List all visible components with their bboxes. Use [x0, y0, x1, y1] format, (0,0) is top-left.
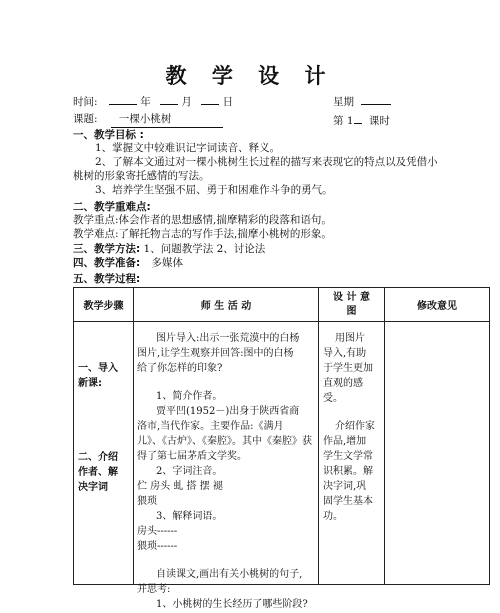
prep-text: 多媒体	[151, 257, 184, 269]
intent-line: 介绍作家	[335, 421, 375, 432]
intent-line: 直观的感	[323, 378, 363, 389]
year-label: 年	[140, 96, 151, 108]
lesson-title: 一棵小桃树	[111, 112, 223, 128]
week-label: 星期	[333, 96, 354, 108]
header-step: 教学步骤	[74, 288, 134, 322]
day-label: 日	[222, 96, 234, 108]
activity-line: 2、字词注音。	[156, 466, 223, 477]
activity-line: 猥琐------	[137, 541, 178, 552]
lesson-line	[73, 112, 223, 128]
process-table	[73, 287, 490, 610]
prep-heading: 四、教学准备:	[73, 257, 141, 269]
time-line	[73, 93, 233, 110]
year-blank	[109, 93, 137, 105]
activity-line: 洛市,当代作家。主要作品:《满月	[137, 421, 284, 432]
activity-line: 3、解释词语。	[156, 511, 223, 522]
process-heading: 五、教学过程:	[73, 273, 141, 285]
activity-line: 儿》、《古炉》、《秦腔》。其中《秦腔》获	[137, 436, 312, 447]
step-2c: 决字词	[78, 482, 108, 493]
activity-line: 得了第七届茅盾文学奖。	[137, 451, 247, 462]
lesson-label: 课题:	[73, 113, 98, 125]
intent-cell	[319, 322, 385, 585]
period-suffix: 课时	[368, 115, 390, 127]
activity-line: 房头------	[137, 526, 178, 537]
activity-line: 1、小桃树的生长经历了哪些阶段?	[156, 599, 308, 610]
activity-line: 贾平凹(1952－)出身于陕西省商	[156, 406, 300, 417]
prep-line	[73, 256, 183, 271]
activity-line: 给了你怎样的印象?	[137, 363, 223, 374]
goal-2a: 2、了解本文通过对一棵小桃树生长过程的描写来表现它的特点以及凭借小	[95, 156, 438, 168]
time-label: 时间:	[73, 96, 98, 108]
goal-2b: 桃树的形象寄托感情的写法。	[73, 170, 210, 182]
intent-line: 决字词,巩	[323, 481, 367, 492]
intent-line: 识积累。解	[323, 466, 373, 477]
activity-line: 伫 房头 虬 搭 摆 褪	[137, 481, 223, 492]
step-1a: 一、导入	[78, 363, 118, 374]
activity-line: 自读课文,画出有关小桃树的句子,	[156, 569, 303, 580]
key-points-heading: 二、教学重难点:	[73, 201, 151, 213]
month-blank	[160, 93, 178, 105]
activity-line: 1、简介作者。	[156, 391, 223, 402]
activity-line: 图片导入:出示一张荒漠中的白杨	[156, 333, 300, 344]
method-line	[73, 242, 265, 257]
intent-line: 导入,有助	[323, 348, 367, 359]
document-title: 教 学 设 计	[165, 64, 335, 88]
week-blank	[361, 93, 391, 105]
step-2b: 作者、解	[78, 467, 118, 478]
month-label: 月	[181, 96, 192, 108]
intent-line: 功。	[323, 511, 343, 522]
goals-heading: 一、教学目标 :	[73, 129, 144, 141]
method-heading: 三、教学方法:	[73, 243, 141, 255]
goal-1: 1、掌握文中较难识记字词读音、释义。	[95, 142, 281, 154]
table-header-row	[74, 288, 490, 322]
activity-line: 猥琐	[137, 496, 157, 507]
step-cell	[74, 322, 134, 585]
activity-line: 图片,让学生观察并回答:图中的白杨	[137, 348, 294, 359]
activity-cell	[134, 322, 319, 610]
period-prefix: 第 1	[333, 115, 354, 127]
day-blank	[201, 93, 219, 105]
activity-line: 并思考:	[137, 584, 171, 595]
hard-point: 教学难点:了解托物言志的写作手法,揣摩小桃树的形象。	[73, 228, 332, 240]
intent-line: 学生文学常	[323, 451, 373, 462]
intent-line: 作品,增加	[323, 436, 367, 447]
period-line	[333, 112, 390, 129]
goal-3: 3、培养学生坚强不屈、勇于和困难作斗争的勇气。	[95, 184, 333, 196]
intent-line: 受。	[323, 393, 343, 404]
step-1b: 新课:	[78, 378, 102, 389]
header-revision: 修改意见	[385, 288, 490, 322]
week-line	[333, 93, 391, 110]
intent-line: 用图片	[335, 333, 365, 344]
intent-line: 固学生基本	[323, 496, 373, 507]
step-2a: 二、介绍	[78, 452, 118, 463]
table-row	[74, 322, 490, 585]
revision-cell	[385, 322, 490, 585]
header-activity: 师 生 活 动	[134, 288, 319, 322]
key-point: 教学重点:体会作者的思想感情,揣摩精彩的段落和语句。	[73, 214, 332, 226]
method-text: 1、问题教学法 2、讨论法	[143, 243, 266, 255]
intent-line: 于学生更加	[323, 363, 373, 374]
header-intent: 设 计 意 图	[319, 288, 385, 322]
